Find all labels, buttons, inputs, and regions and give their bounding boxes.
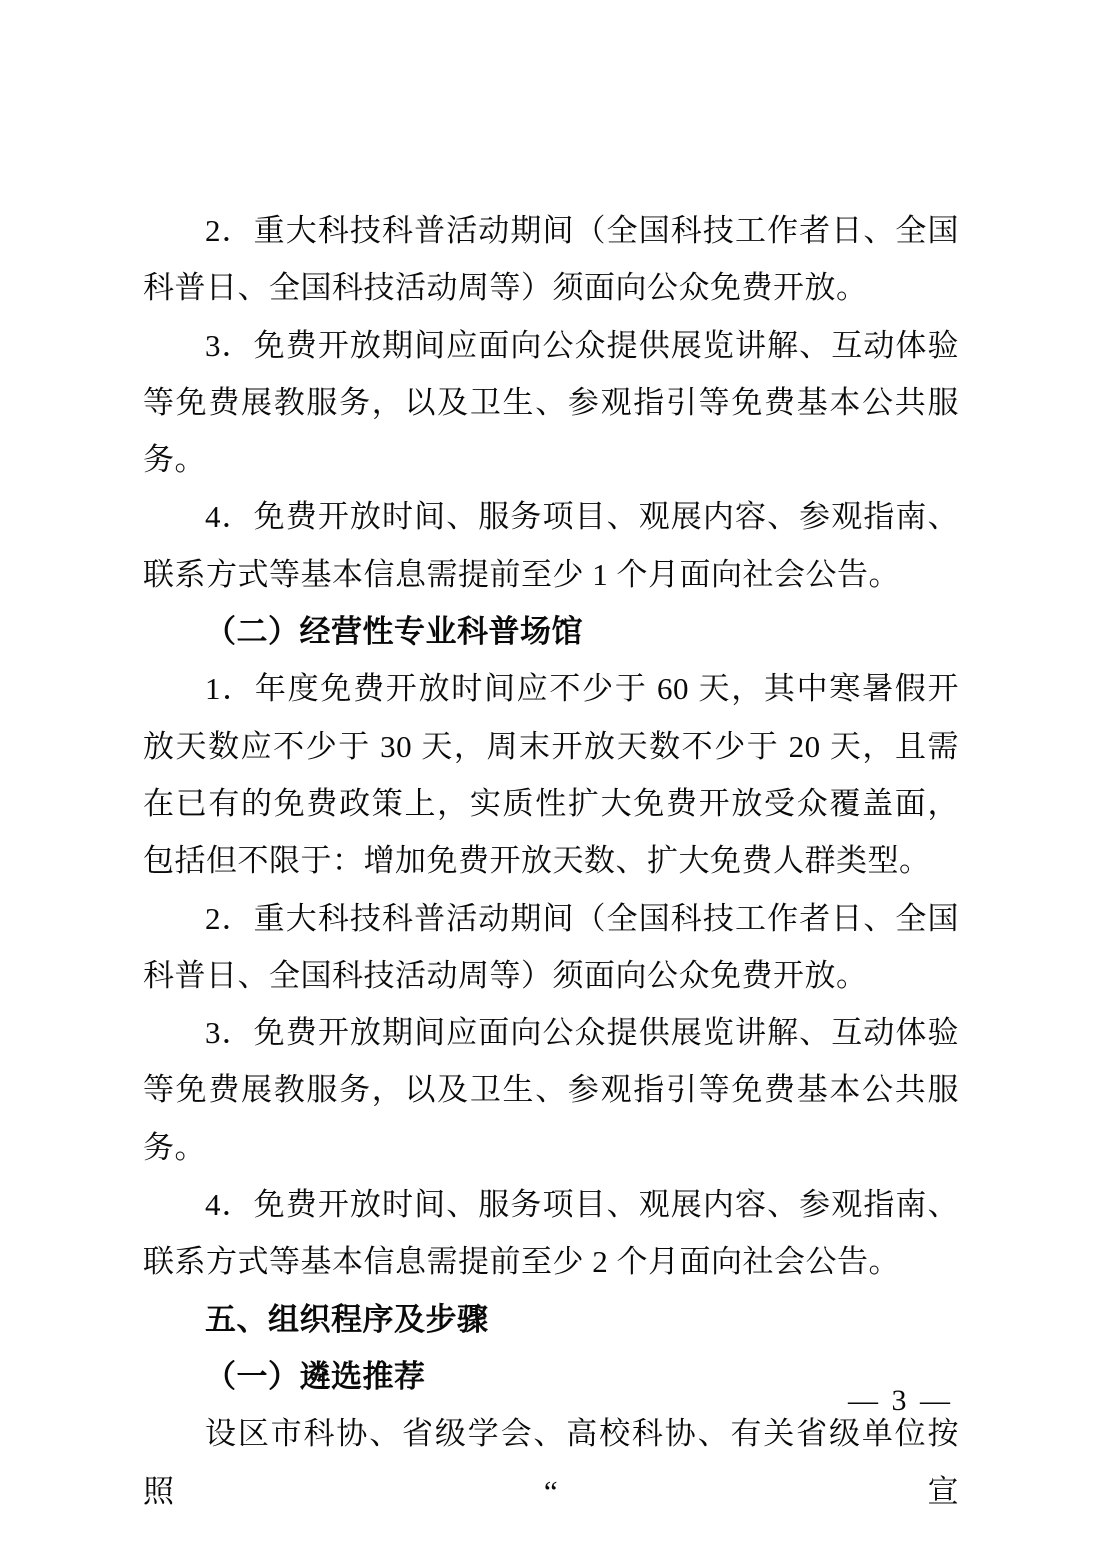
heading-section-1-selection: （一）遴选推荐 xyxy=(205,1358,426,1394)
para-item3-free-services: 3．免费开放期间应面向公众提供展览讲解、互动体验等免费展教服务，以及卫生、参观指引等免费基本公共服务。 xyxy=(143,327,959,478)
para-item3-free-services-repeat: 3．免费开放期间应面向公众提供展览讲解、互动体验等免费展教服务，以及卫生、参观指引等免费基本公共服务。 xyxy=(143,1015,959,1165)
para-selection-recommendation-intro: 设区市科协、省级学会、高校科协、有关省级单位按照“宣 xyxy=(143,1416,959,1509)
para-item2-major-activities-repeat: 2．重大科技科普活动期间（全国科技工作者日、全国科普日、全国科技活动周等）须面向公众免费开放。 xyxy=(143,900,959,993)
para-item1-opening-days: 1．年度免费开放时间应不少于 60 天，其中寒暑假开放天数应不少于 30 天，周末开放天数不少于 20 天，且需在已有的免费政策上，实质性扩大免费开放受众覆盖面，包括但不限于：增加免费开放天数、扩大免费人群类型。 xyxy=(143,671,959,879)
para-item2-major-activities: 2．重大科技科普活动期间（全国科技工作者日、全国科普日、全国科技活动周等）须面向公众免费开放。 xyxy=(143,213,959,306)
para-item4-announcement-1-month: 4．免费开放时间、服务项目、观展内容、参观指南、联系方式等基本信息需提前至少 1 个月面向社会公告。 xyxy=(143,499,959,592)
page-number: — 3 — xyxy=(848,1384,953,1417)
heading-chapter-5-procedures: 五、组织程序及步骤 xyxy=(205,1301,489,1337)
para-item4-announcement-2-month: 4．免费开放时间、服务项目、观展内容、参观指南、联系方式等基本信息需提前至少 2 个月面向社会公告。 xyxy=(143,1187,959,1280)
document-body xyxy=(143,202,959,1520)
heading-section-2-commercial-venues: （二）经营性专业科普场馆 xyxy=(205,614,583,650)
